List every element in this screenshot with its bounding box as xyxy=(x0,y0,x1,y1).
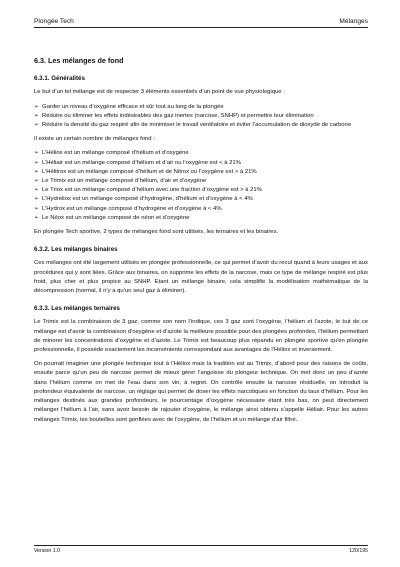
subsection-title-binaires: 6.3.2. Les mélanges binaires xyxy=(34,246,118,254)
paragraph: Ces mélanges ont été largement utilisés en plongée professionnelle, ce qui permet d’avoir du recul quand à leurs usages et aux procédures qui y sont liées. Grâce aux binaires, on supprime les effets de la narcose, mais ce type de mélange respiré est plus froid, plus cher et plus propice au SNHP. Etant un mélange binaire, cela simplifie la modélisation mathématique de la décompression (normal, il n’y a qu’un seul gaz à éliminer). xyxy=(34,260,368,295)
paragraph: Le Trimix est la combinaison de 3 gaz, comme son nom l’indique, ces 3 gaz sont l’oxygène, l’hélium et l’azote, le but de ce mélange est d’avoir la combinaison d’oxygène et d’azote la meilleure possible pour des plongées profondes, l’hélium permettant de minorer les concentrations d’oxygène et d’azote. Le Trimix est beaucoup plus répandu en plongée sportive qu’en plongée professionnelle, il possède exactement les inconvénients correspondant aux avantages de l’Héliox et inversement. xyxy=(34,319,368,354)
list-item: ➢ Le Trimix est un mélange composé d’hélium, d’air et d’oxygène xyxy=(34,177,368,186)
page-header xyxy=(34,18,368,28)
paragraph: Le but d’un tel mélange est de respecter 3 éléments essentiels d’un point de vue physiologique : xyxy=(34,89,285,96)
footer-version: Version 1.0 xyxy=(34,548,60,554)
list-item: ➢ Garder un niveau d’oxygène efficace et sûr tout au long de la plongée xyxy=(34,103,368,112)
header-title: Plongée Tech xyxy=(34,18,74,25)
paragraph: Il existe un certain nombre de mélanges fond : xyxy=(34,136,155,143)
section-title: 6.3. Les mélanges de fond xyxy=(34,56,124,65)
paragraph: On pourrait imaginer une plongée technique tout à l’Héliox mais la tradition est au Trimix, d’abord pour des raisons de coûts, ensuite parce qu’un peu de narcose permet de mieux gérer l’angoisse du plongeur technique. On met donc un peu d’azote dans l’hélium comme on met de l’eau dans son vin, à regret. On contrôle ensuite la narcose résiduelle, on introduit la profondeur équivalente de narcose, un réglage qui permet de doser les effets narcotiques en fonction du taux d’hélium. Pour les mélanges destinés aux grandes profondeurs, le pourcentage d’oxygène nécessaire étant très bas, on peut directement mélanger l’hélium à l’air, sans avoir besoin de rajouter d’oxygène, le mélange ainsi obtenu s’appelle Héliair. Pour les autres mélanges Trimix, les bouteilles sont gonflées avec de l’oxygène, de l’hélium et un mélange d’air filtré. xyxy=(34,361,368,423)
subsection-title-ternaires: 6.3.3. Les mélanges ternaires xyxy=(34,305,120,313)
goals-list xyxy=(34,103,368,131)
list-item: ➢ L’Hydrox est un mélange composé d’hydrogène et d’oxygène à < 4% xyxy=(34,205,368,214)
list-item: ➢ Réduire ou éliminer les effets indésirables des gaz inertes (narcose, SNHP) et permettre leur élimination xyxy=(34,112,368,121)
page-number: 120/195 xyxy=(349,548,368,554)
list-item: ➢ L’Hélitrox est un mélange composé d’hélium et de Nitrox ou l’oxygène est > à 21% xyxy=(34,168,368,177)
list-item: ➢ Le Triox est un mélange composé d’hélium avec une fraction d’oxygène est > à 21% xyxy=(34,186,368,195)
list-item: ➢ Le Néox est un mélange composé de néon et d’oxygène xyxy=(34,214,368,223)
list-item: ➢ L’Héliox est un mélange composé d’hélium et d’oxygène xyxy=(34,149,368,158)
document-body xyxy=(34,56,368,430)
page-footer xyxy=(34,545,368,554)
subsection-title-generalites: 6.3.1. Généralités xyxy=(34,75,85,83)
list-item: ➢ L’Héliair est un mélange composé d’hélium et d’air ou l’oxygène est < à 21% xyxy=(34,159,368,168)
header-chapter: Mélanges xyxy=(339,18,368,25)
mixes-list xyxy=(34,149,368,223)
list-item: ➢ L’Hydreliox est un mélange composé d’hydrogène, d’hélium et d’oxygène à < 4% xyxy=(34,195,368,204)
paragraph: En plongée Tech sportive, 2 types de mélanges fond sont utilisés, les ternaires et les binaires. xyxy=(34,229,279,236)
list-item: ➢ Réduire la densité du gaz respiré afin de minimiser le travail ventilatoire et éviter l’accumulation de dioxyde de carbone xyxy=(34,121,368,130)
